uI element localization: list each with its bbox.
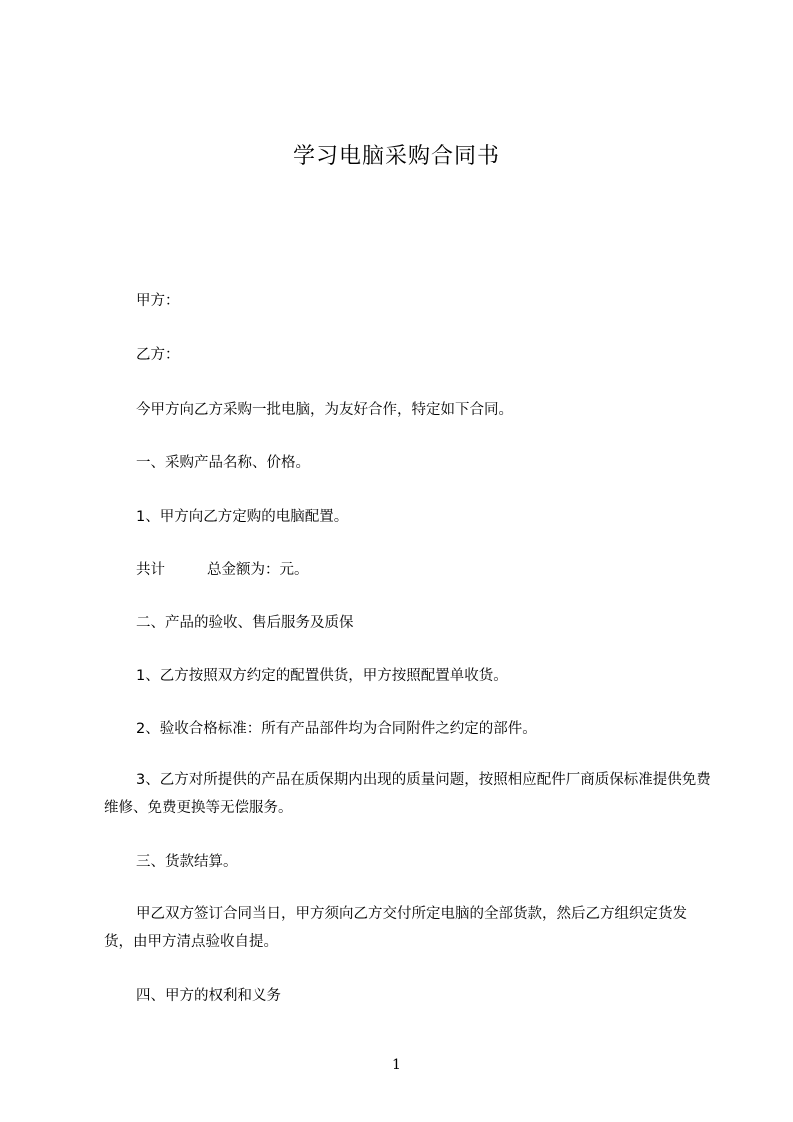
intro-paragraph: 今甲方向乙方采购一批电脑，为友好合作，特定如下合同。 — [136, 402, 513, 418]
party-b-line: 乙方： — [136, 347, 180, 363]
party-a-line: 甲方： — [136, 293, 180, 309]
total-amount: 总金额为：元。 — [207, 562, 309, 578]
section-3-heading: 三、货款结算。 — [136, 854, 238, 870]
section-4-heading: 四、甲方的权利和义务 — [136, 988, 281, 1004]
total-label: 共计 — [136, 562, 165, 578]
section-2-item-2: 2、验收合格标准：所有产品部件均为合同附件之约定的部件。 — [136, 721, 537, 737]
total-line — [136, 560, 309, 580]
section-1-item-1: 1、甲方向乙方定购的电脑配置。 — [136, 509, 349, 525]
section-2-heading: 二、产品的验收、售后服务及质保 — [136, 615, 354, 631]
section-3-body: 甲乙双方签订合同当日，甲方须向乙方交付所定电脑的全部货款，然后乙方组织定货发货，由甲方清点验收自提。 — [104, 906, 687, 950]
document-title: 学习电脑采购合同书 — [292, 144, 500, 169]
section-2-item-3: 3、乙方对所提供的产品在质保期内出现的质量问题，按照相应配件厂商质保标准提供免费维修、免费更换等无偿服务。 — [104, 772, 711, 816]
page-number: 1 — [392, 1057, 401, 1073]
section-2-item-1: 1、乙方按照双方约定的配置供货，甲方按照配置单收货。 — [136, 668, 508, 684]
section-1-heading: 一、采购产品名称、价格。 — [136, 455, 310, 471]
